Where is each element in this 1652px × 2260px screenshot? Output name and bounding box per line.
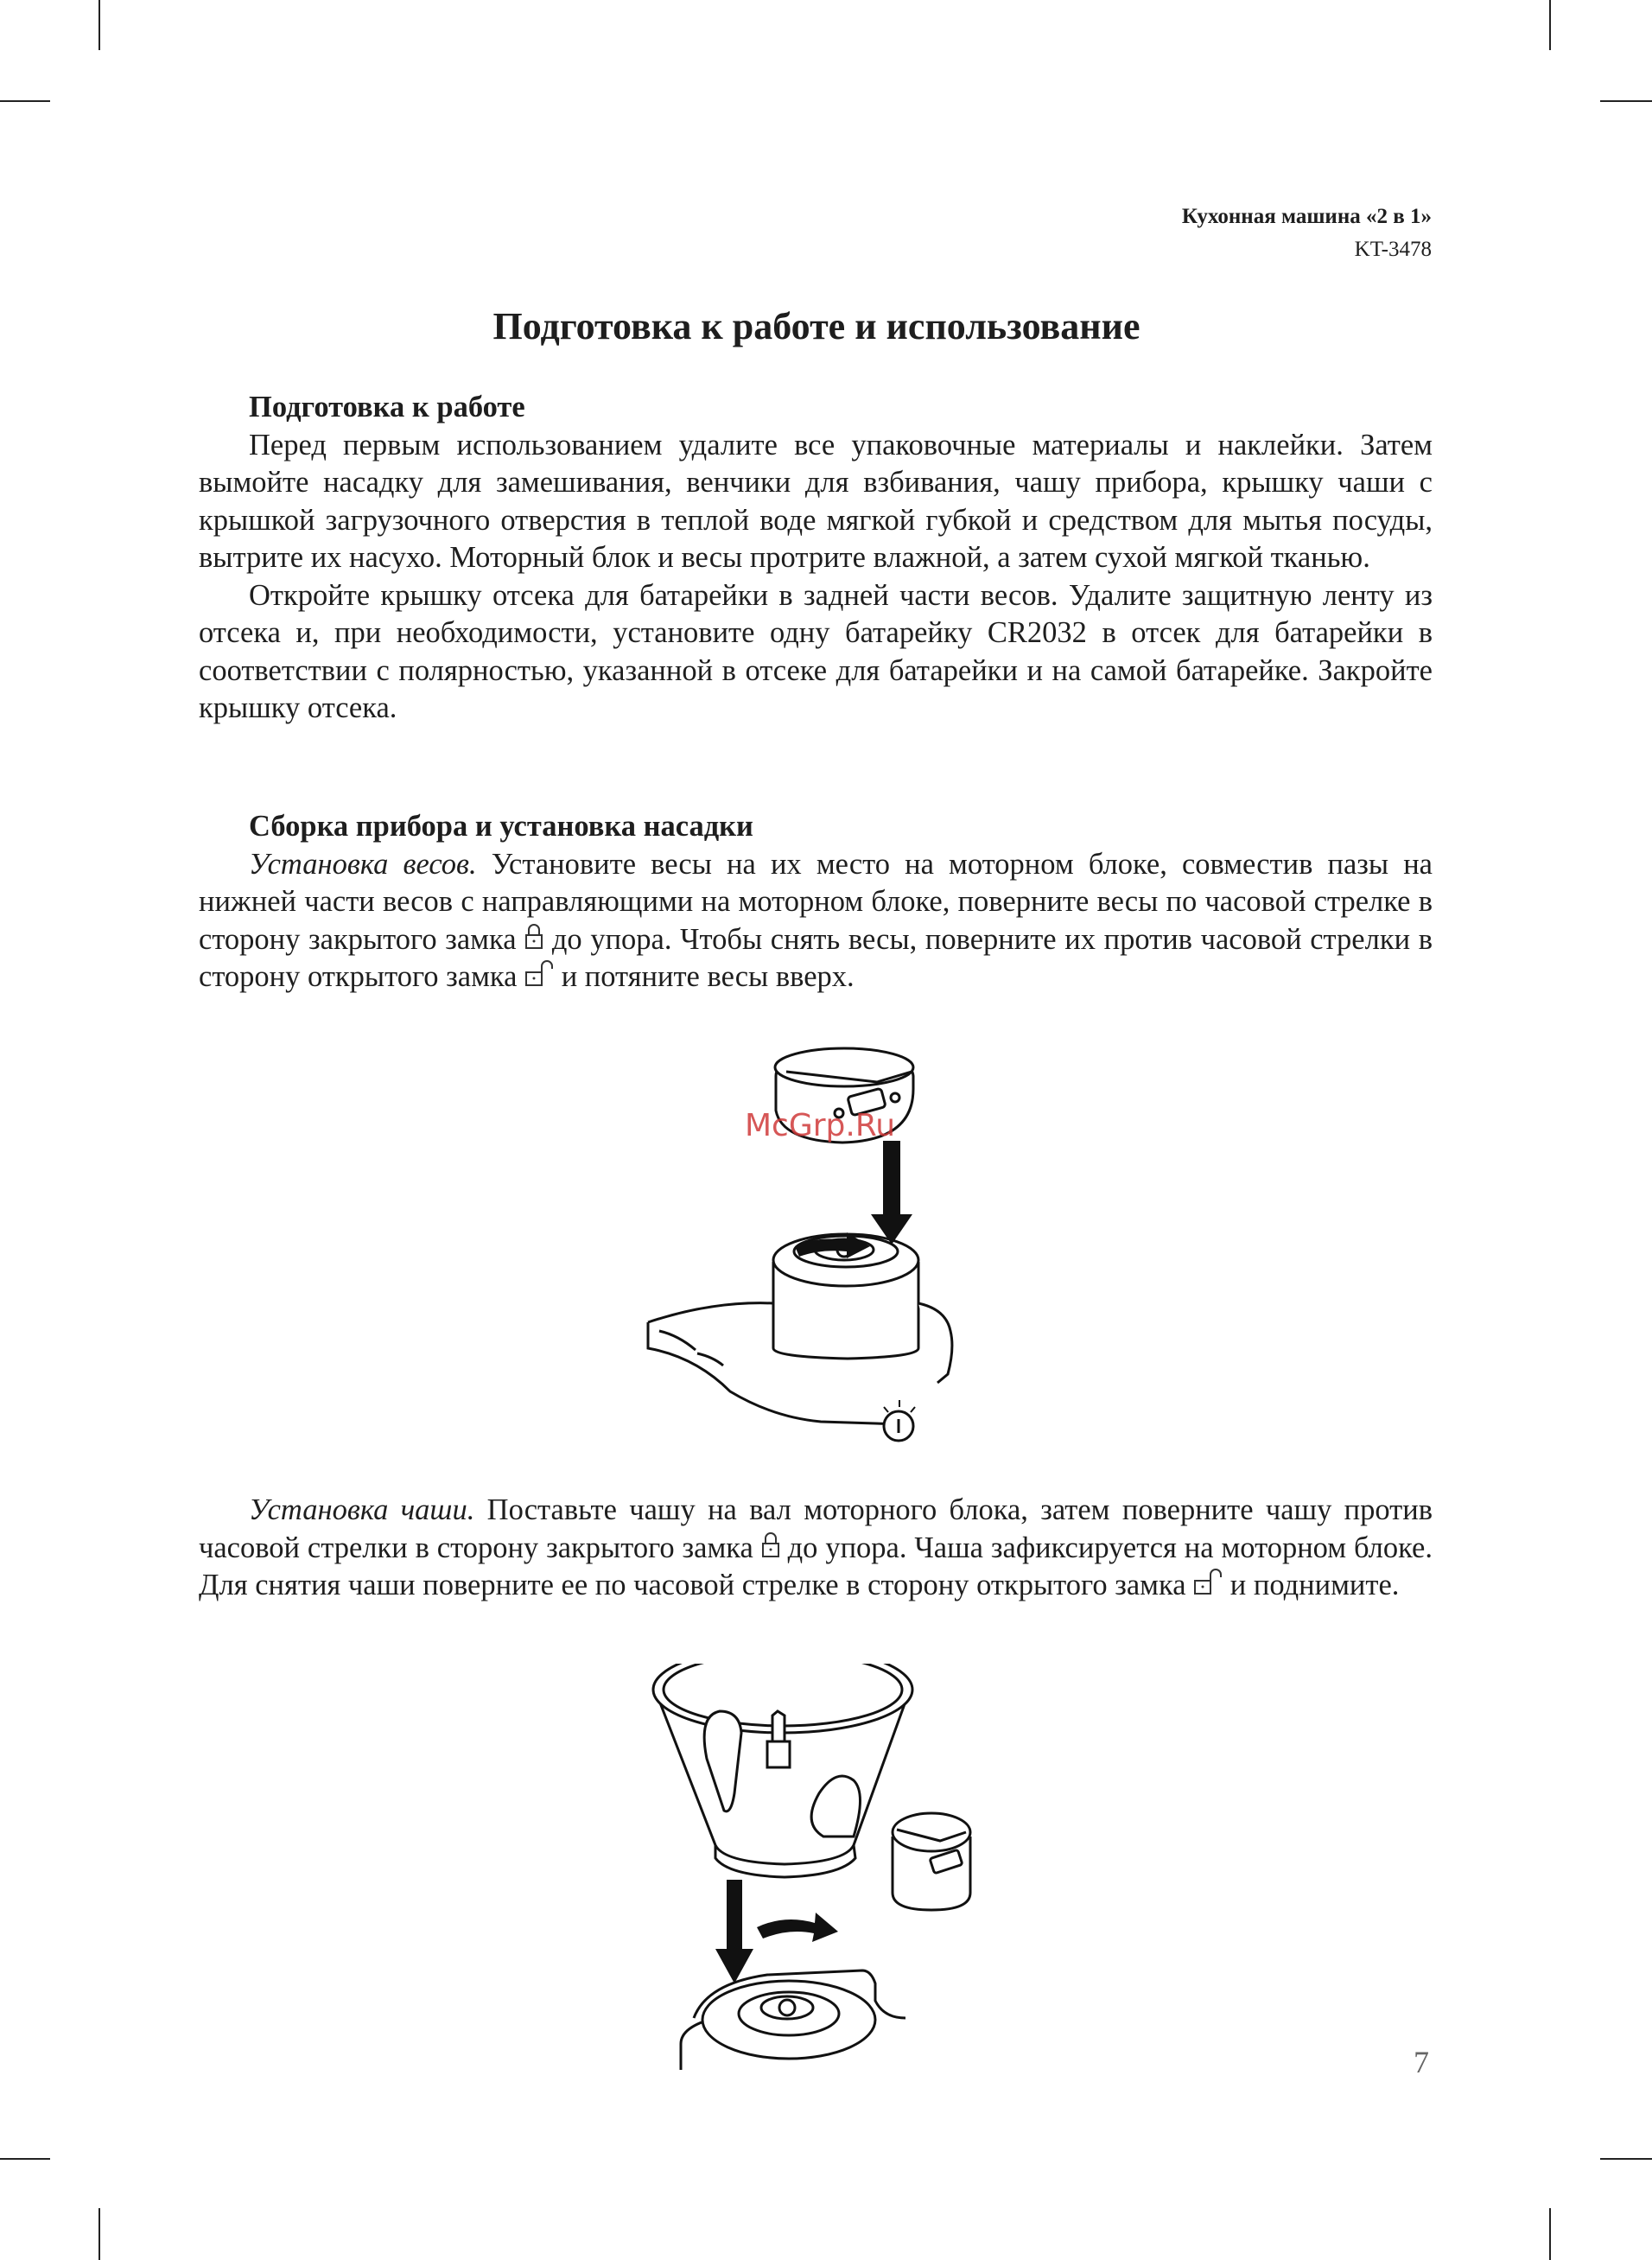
crop-mark: [1549, 2208, 1551, 2260]
section-heading-assembly: Сборка прибора и установка насадки: [249, 810, 753, 843]
paragraph-scales-install: [199, 846, 1433, 996]
page-title: Подготовка к работе и использование: [492, 305, 1141, 347]
header-model: KT-3478: [1354, 238, 1432, 261]
open-lock-icon: [1193, 1568, 1223, 1597]
crop-mark: [1549, 0, 1551, 50]
text-run: Поставьте чашу на вал моторного блока, затем поверните чашу против часовой стрелки в сторону закрытого замка: [199, 1493, 1433, 1564]
crop-mark: [0, 2158, 50, 2160]
section-bowl-install: [199, 1492, 1433, 1605]
watermark: McGrp.Ru: [745, 1108, 896, 1143]
scales-install-label: Установка весов.: [249, 847, 477, 881]
paragraph-bowl-install: [199, 1492, 1433, 1605]
closed-lock-icon: [524, 922, 543, 952]
text-run: и потяните весы вверх.: [554, 960, 855, 993]
closed-lock-icon: [761, 1531, 780, 1560]
crop-mark: [1600, 100, 1652, 102]
text-run: и поднимите.: [1223, 1569, 1400, 1601]
section-preparation: [199, 389, 1433, 728]
page-number: 7: [1414, 2045, 1429, 2079]
crop-mark: [98, 0, 100, 50]
header-product: Кухонная машина «2 в 1»: [1181, 205, 1432, 228]
crop-mark: [0, 100, 50, 102]
paragraph-cleaning: Перед первым использованием удалите все упаковочные материалы и наклейки. Затем вымойте насадку для замешивания, венчики для взбивания, чашу прибора, крышку чаши с крышкой загрузочного отверстия в теплой воде мягкой губкой и средством для мытья посуды, вытрите их насухо. Моторный блок и весы протрите влажной, а затем сухой мягкой тканью.: [199, 428, 1433, 574]
crop-mark: [98, 2208, 100, 2260]
figure-scales-install: [644, 1028, 963, 1452]
text-run: Установите весы на их место на моторном блоке, совместив пазы на нижней части весов с направляющими на моторном блоке, поверните весы по часовой стрелке в сторону закрытого замка: [199, 847, 1433, 956]
section-assembly: [199, 808, 1433, 996]
text-run: до упора. Чаша зафиксируется на моторном блоке. Для снятия чаши поверните ее по часовой стрелке в сторону открытого замка: [199, 1531, 1433, 1601]
section-heading-preparation: Подготовка к работе: [249, 391, 525, 423]
paragraph-battery: Откройте крышку отсека для батарейки в задней части весов. Удалите защитную ленту из отсека и, при необходимости, установите одну батарейку CR2032 в отсек для батарейки в соответствии с полярностью, указанной в отсеке для батарейки и на самой батарейке. Закройте крышку отсека.: [199, 578, 1433, 724]
figure-bowl-install: [646, 1664, 983, 2070]
open-lock-icon: [524, 959, 554, 989]
running-header: [1182, 201, 1432, 266]
text-run: до упора. Чтобы снять весы, поверните их против часовой стрелки в сторону открытого замка: [199, 922, 1433, 993]
crop-mark: [1600, 2158, 1652, 2160]
bowl-install-label: Установка чаши.: [249, 1493, 475, 1526]
